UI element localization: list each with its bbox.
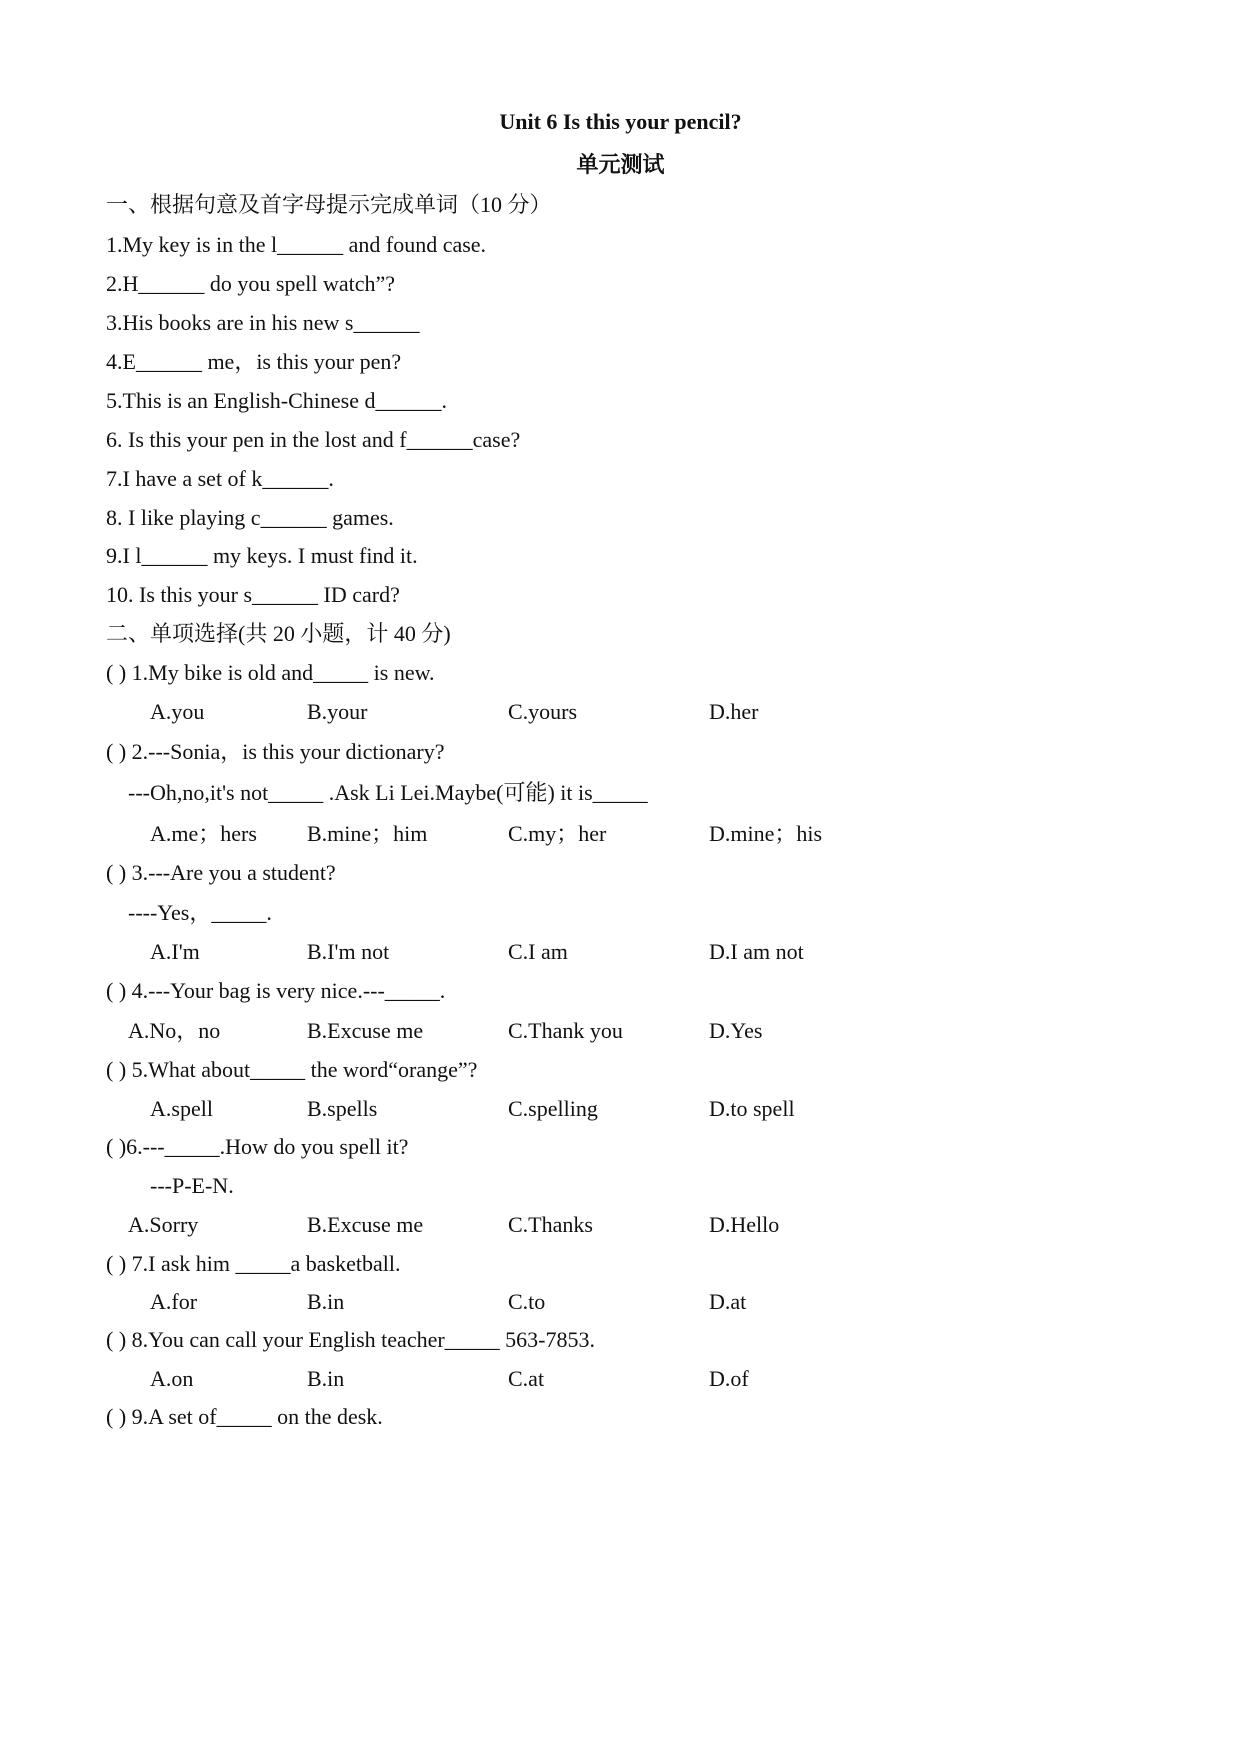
option-d: D.Hello: [709, 1212, 780, 1237]
question-stem: ( ) 2.---Sonia，is this your dictionary?: [106, 739, 445, 764]
question-item: 8. I like playing c______ games.: [106, 505, 394, 530]
option-d: D.Yes: [709, 1018, 763, 1043]
option-c: C.I am: [508, 939, 568, 964]
question-item: 3.His books are in his new s______: [106, 310, 420, 335]
option-b: B.in: [307, 1289, 345, 1314]
option-a: A.on: [150, 1366, 194, 1391]
question-dialogue-line: ---P-E-N.: [150, 1173, 234, 1198]
option-a: A.spell: [150, 1096, 213, 1121]
question-stem: ( ) 9.A set of_____ on the desk.: [106, 1404, 383, 1429]
option-a: A.I'm: [150, 939, 200, 964]
option-a: A.No，no: [128, 1018, 221, 1043]
option-b: B.your: [307, 699, 368, 724]
question-item: 4.E______ me，is this your pen?: [106, 349, 402, 374]
section-heading: 二、单项选择(共 20 小题，计 40 分): [106, 621, 451, 646]
question-stem: ( ) 4.---Your bag is very nice.---_____.: [106, 978, 446, 1003]
question-item: 10. Is this your s______ ID card?: [106, 582, 400, 607]
option-c: C.to: [508, 1289, 546, 1314]
question-stem: ( ) 5.What about_____ the word“orange”?: [106, 1057, 478, 1082]
option-b: B.in: [307, 1366, 345, 1391]
question-stem: ( ) 1.My bike is old and_____ is new.: [106, 660, 435, 685]
question-stem: ( )6.---_____.How do you spell it?: [106, 1134, 409, 1159]
option-d: D.her: [709, 699, 759, 724]
option-b: B.spells: [307, 1096, 378, 1121]
question-item: 7.I have a set of k______.: [106, 466, 334, 491]
question-dialogue-line: ---Oh,no,it's not_____ .Ask Li Lei.Maybe(可能) it is_____: [128, 780, 648, 805]
option-c: C.spelling: [508, 1096, 598, 1121]
option-c: C.yours: [508, 699, 578, 724]
option-b: B.I'm not: [307, 939, 390, 964]
question-item: 1.My key is in the l______ and found case.: [106, 232, 487, 257]
option-d: D.I am not: [709, 939, 804, 964]
option-b: B.Excuse me: [307, 1018, 424, 1043]
option-b: B.mine；him: [307, 821, 428, 846]
question-item: 6. Is this your pen in the lost and f______case?: [106, 427, 521, 452]
option-c: C.Thanks: [508, 1212, 593, 1237]
page-subtitle: 单元测试: [576, 152, 665, 177]
option-c: C.my；her: [508, 821, 607, 846]
question-stem: ( ) 3.---Are you a student?: [106, 860, 336, 885]
option-d: D.at: [709, 1289, 747, 1314]
option-d: D.to spell: [709, 1096, 795, 1121]
option-a: A.you: [150, 699, 205, 724]
page-title: Unit 6 Is this your pencil?: [499, 109, 742, 134]
option-c: C.Thank you: [508, 1018, 623, 1043]
option-d: D.mine；his: [709, 821, 823, 846]
option-d: D.of: [709, 1366, 749, 1391]
option-a: A.Sorry: [128, 1212, 199, 1237]
question-dialogue-line: ----Yes，_____.: [128, 900, 272, 925]
question-item: 2.H______ do you spell watch”?: [106, 271, 395, 296]
option-c: C.at: [508, 1366, 545, 1391]
question-item: 5.This is an English-Chinese d______.: [106, 388, 447, 413]
option-a: A.for: [150, 1289, 198, 1314]
question-item: 9.I l______ my keys. I must find it.: [106, 543, 418, 568]
option-a: A.me；hers: [150, 821, 257, 846]
question-stem: ( ) 7.I ask him _____a basketball.: [106, 1251, 401, 1276]
option-b: B.Excuse me: [307, 1212, 424, 1237]
question-stem: ( ) 8.You can call your English teacher_____ 563-7853.: [106, 1327, 595, 1352]
section-heading: 一、根据句意及首字母提示完成单词（10 分）: [106, 192, 552, 217]
